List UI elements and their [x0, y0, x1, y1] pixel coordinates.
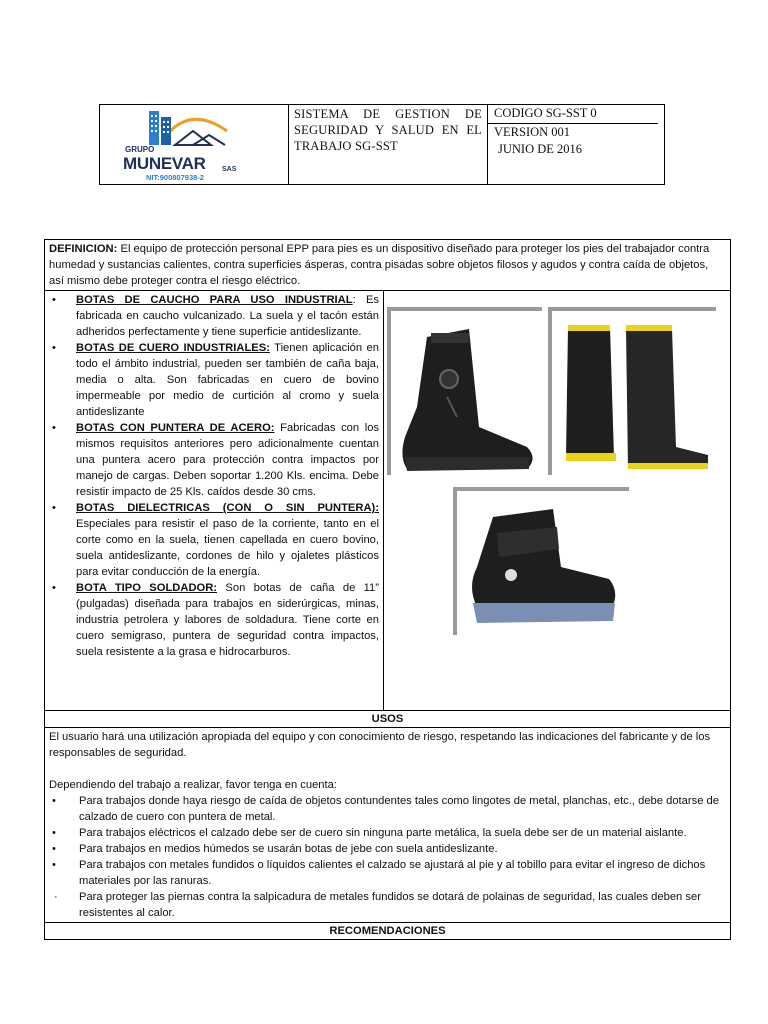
boot-type-sep: :: [352, 294, 366, 306]
logo-nit: NIT:900807938-2: [146, 173, 204, 182]
epp-feet-table: [44, 239, 731, 940]
definition-label: DEFINICION:: [49, 243, 118, 255]
usos-lead: Dependiendo del trabajo a realizar, favor tenga en cuenta:: [49, 779, 337, 791]
boot-type-title: BOTAS CON PUNTERA DE ACERO:: [76, 422, 275, 434]
boot-type-text: Es fabricada en caucho vulcanizado. La suela y el tacón están adheridos perfectamente y tiene superficie antideslizante.: [76, 294, 380, 338]
document-header: [99, 104, 665, 185]
list-item: • Para trabajos eléctricos el calzado debe ser de cuero sin ninguna parte metálica, la suela debe ser de un material aislante.: [49, 825, 726, 841]
system-title: SISTEMA DE GESTION DE SEGURIDAD Y SALUD EN EL TRABAJO SG-SST: [289, 105, 488, 184]
document-code: CODIGO SG-SST 0: [488, 105, 658, 124]
list-item: [49, 500, 379, 580]
recomendaciones-title: RECOMENDACIONES: [329, 925, 446, 937]
boot-type-text: Fabricadas con los mismos requisitos anteriores pero adicionalmente cuentan una puntera acero para protección contra impactos por manejo de cargas. Deben soportar 1.200 Kls. encima. Debe resistir impacto de 25 Kls. caídos desde 30 cms.: [76, 422, 380, 498]
usos-intro: El usuario hará una utilización apropiada del equipo y con conocimiento de riesgo, respetando las indicaciones del fabricante y de los responsables de seguridad.: [49, 731, 711, 759]
boot-type-title: BOTAS DE CUERO INDUSTRIALES:: [76, 342, 270, 354]
rubber-boot-image: [548, 307, 716, 475]
boot-types-list-cell: [45, 291, 384, 710]
list-item: [49, 340, 379, 420]
boot-type-text: Son botas de caña de 11” (pulgadas) diseñada para trabajos en siderúrgicas, minas, industria petrolera y labores de soldadura. Tiene corte en cuero semigraso, puntera de seguridad contra impactos, suela resistente a la grasa e hidrocarburos.: [76, 582, 379, 658]
black-ankle-boot-image: [387, 307, 542, 475]
document-code-block: [488, 105, 664, 184]
document-date: JUNIO DE 2016: [498, 142, 583, 156]
list-item: • Para trabajos donde haya riesgo de caída de objetos contundentes tales como lingotes de metal, planchas, etc., debe dotarse de calzado de cuero con puntera de metal.: [49, 793, 726, 825]
logo-group-label: GRUPO: [125, 145, 155, 154]
logo-company-suffix: SAS: [222, 166, 237, 173]
usos-title: USOS: [45, 711, 730, 728]
list-item: [49, 580, 379, 660]
boot-types-row: [45, 291, 730, 711]
list-item: [49, 292, 379, 340]
company-logo: [100, 105, 289, 184]
list-item: · Para proteger las piernas contra la salpicadura de metales fundidos se dotará de polainas de seguridad, las cuales deben ser resistentes al calor.: [49, 889, 726, 921]
list-item: • Para trabajos con metales fundidos o líquidos calientes el calzado se ajustará al pie y al tobillo para evitar el ingreso de dichos materiales por las ranuras.: [49, 857, 726, 889]
usos-row: [45, 728, 730, 923]
boot-type-title: BOTA TIPO SOLDADOR:: [76, 582, 218, 594]
list-item: • Para trabajos en medios húmedos se usarán botas de jebe con suela antideslizante.: [49, 841, 726, 857]
definition-row: [45, 240, 730, 291]
boot-type-title: BOTAS DIELECTRICAS (CON O SIN PUNTERA):: [76, 502, 379, 514]
welder-boot-image: [453, 487, 629, 635]
boot-images-cell: [384, 291, 730, 710]
definition-text: El equipo de protección personal EPP para pies es un dispositivo diseñado para proteger los pies del trabajador contra humedad y sustancias calientes, contra superficies ásperas, contra pisadas sobre objetos filosos y agudos y contra caída de objetos, así mismo debe proteger contra el riesgo eléctrico.: [49, 243, 710, 287]
usos-list: [49, 793, 726, 921]
document-version: VERSION 001: [494, 125, 571, 139]
boot-type-title: BOTAS DE CAUCHO PARA USO INDUSTRIAL: [76, 294, 353, 306]
boot-type-text: Tienen aplicación en todo el ámbito industrial, pueden ser también de caña baja, media o alta. Son fabricadas en cuero de bovino impermeable por medio de curtición al cromo y suela antideslizante: [76, 342, 379, 418]
boot-type-text: Especiales para resistir el paso de la corriente, tanto en el corte como en la suela, tienen capellada en cuero bovino, suela antideslizante, cordones de hilo y ojaletes plásticos para evitar conducción de la energía.: [76, 518, 379, 578]
boot-types-list: [49, 292, 379, 660]
list-item: [49, 420, 379, 500]
logo-company-name: MUNEVAR: [123, 154, 206, 173]
